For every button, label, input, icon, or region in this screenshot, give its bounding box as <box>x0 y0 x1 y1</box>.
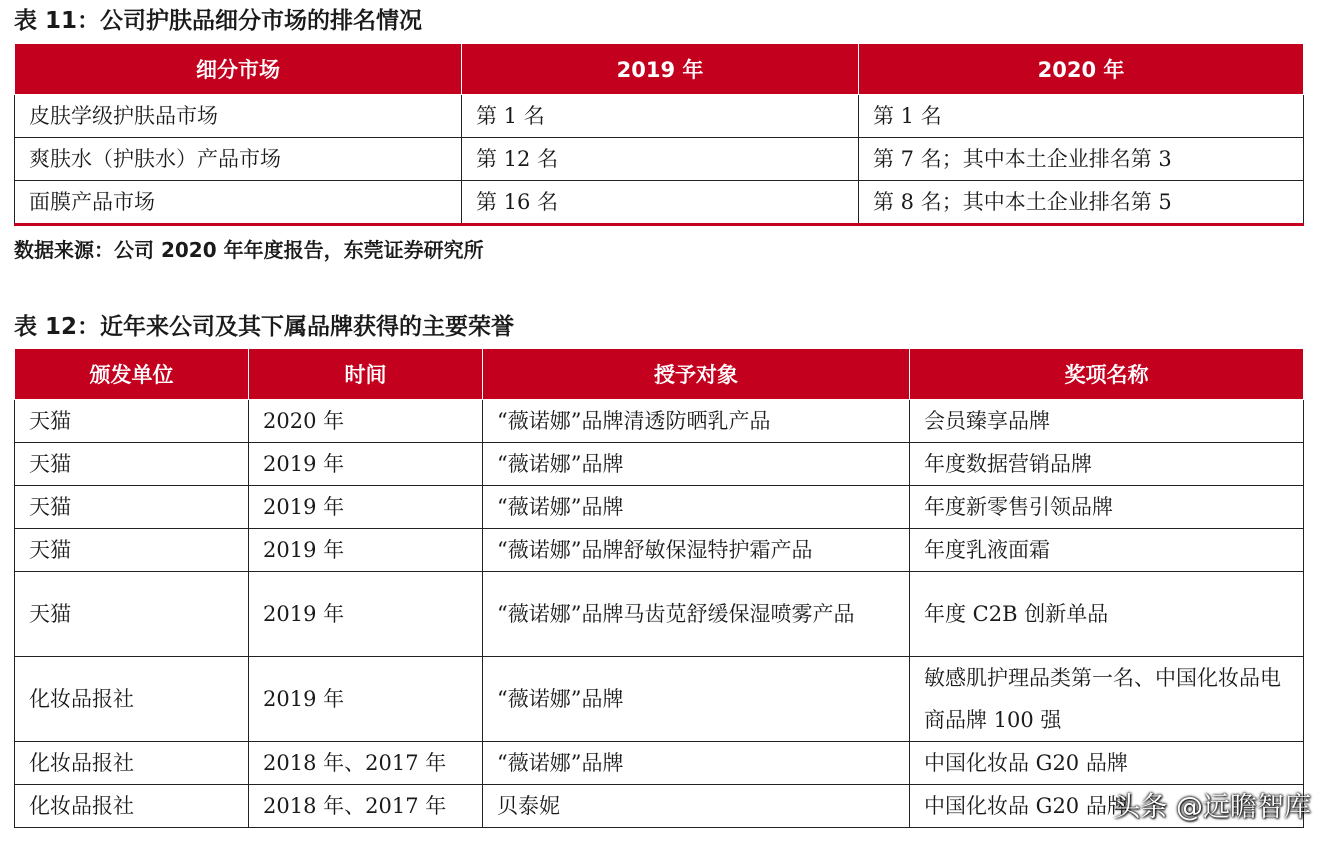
header-2020: 2020 年 <box>859 44 1304 95</box>
cell-issuer: 天猫 <box>15 400 249 443</box>
cell-time: 2019 年 <box>249 443 483 486</box>
table-row <box>15 138 1304 181</box>
cell-time: 2019 年 <box>249 572 483 657</box>
table-row <box>15 572 1304 657</box>
cell-award: 年度 C2B 创新单品 <box>910 572 1304 657</box>
cell-recipient: “薇诺娜”品牌 <box>483 742 910 785</box>
cell-issuer: 化妆品报社 <box>15 785 249 828</box>
cell-recipient: “薇诺娜”品牌舒敏保湿特护霜产品 <box>483 529 910 572</box>
table-row <box>15 95 1304 138</box>
cell-time: 2018 年、2017 年 <box>249 742 483 785</box>
header-recipient: 授予对象 <box>483 349 910 400</box>
cell-issuer: 天猫 <box>15 443 249 486</box>
cell-award: 年度乳液面霜 <box>910 529 1304 572</box>
cell-time: 2018 年、2017 年 <box>249 785 483 828</box>
table-row <box>15 443 1304 486</box>
cell-issuer: 天猫 <box>15 529 249 572</box>
cell-segment: 皮肤学级护肤品市场 <box>15 95 462 138</box>
cell-issuer: 天猫 <box>15 486 249 529</box>
cell-2019: 第 12 名 <box>462 138 859 181</box>
honors-table <box>14 348 1304 828</box>
header-2019: 2019 年 <box>462 44 859 95</box>
table-row <box>15 529 1304 572</box>
cell-award: 会员臻享品牌 <box>910 400 1304 443</box>
cell-2020: 第 7 名；其中本土企业排名第 3 <box>859 138 1304 181</box>
cell-award: 年度数据营销品牌 <box>910 443 1304 486</box>
table11-caption: 表 11：公司护肤品细分市场的排名情况 <box>14 8 423 34</box>
market-ranking-table <box>14 43 1304 226</box>
cell-recipient: “薇诺娜”品牌马齿苋舒缓保湿喷雾产品 <box>483 572 910 657</box>
cell-recipient: “薇诺娜”品牌 <box>483 486 910 529</box>
cell-award: 年度新零售引领品牌 <box>910 486 1304 529</box>
cell-segment: 面膜产品市场 <box>15 181 462 225</box>
cell-recipient: 贝泰妮 <box>483 785 910 828</box>
watermark: 头条 @远瞻智库 <box>1113 792 1311 823</box>
table-header-row <box>15 349 1304 400</box>
table-row <box>15 785 1304 828</box>
cell-time: 2020 年 <box>249 400 483 443</box>
cell-time: 2019 年 <box>249 657 483 742</box>
header-segment: 细分市场 <box>15 44 462 95</box>
header-time: 时间 <box>249 349 483 400</box>
table-row <box>15 742 1304 785</box>
table-row <box>15 181 1304 225</box>
table-row <box>15 400 1304 443</box>
cell-2020: 第 8 名；其中本土企业排名第 5 <box>859 181 1304 225</box>
cell-time: 2019 年 <box>249 529 483 572</box>
data-source-note: 数据来源：公司 2020 年年度报告，东莞证券研究所 <box>14 238 484 262</box>
cell-recipient: “薇诺娜”品牌 <box>483 657 910 742</box>
cell-recipient: “薇诺娜”品牌清透防晒乳产品 <box>483 400 910 443</box>
cell-issuer: 化妆品报社 <box>15 657 249 742</box>
header-issuer: 颁发单位 <box>15 349 249 400</box>
header-award: 奖项名称 <box>910 349 1304 400</box>
cell-award: 中国化妆品 G20 品牌 <box>910 742 1304 785</box>
cell-segment: 爽肤水（护肤水）产品市场 <box>15 138 462 181</box>
table-row <box>15 486 1304 529</box>
table12-caption: 表 12：近年来公司及其下属品牌获得的主要荣誉 <box>14 314 515 340</box>
cell-issuer: 天猫 <box>15 572 249 657</box>
cell-recipient: “薇诺娜”品牌 <box>483 443 910 486</box>
cell-time: 2019 年 <box>249 486 483 529</box>
cell-2019: 第 16 名 <box>462 181 859 225</box>
cell-issuer: 化妆品报社 <box>15 742 249 785</box>
table-header-row <box>15 44 1304 95</box>
cell-award: 敏感肌护理品类第一名、中国化妆品电商品牌 100 强 <box>910 657 1304 742</box>
cell-award: 中国化妆品 G20 品牌 <box>910 785 1304 828</box>
cell-2020: 第 1 名 <box>859 95 1304 138</box>
cell-2019: 第 1 名 <box>462 95 859 138</box>
table-row <box>15 657 1304 742</box>
